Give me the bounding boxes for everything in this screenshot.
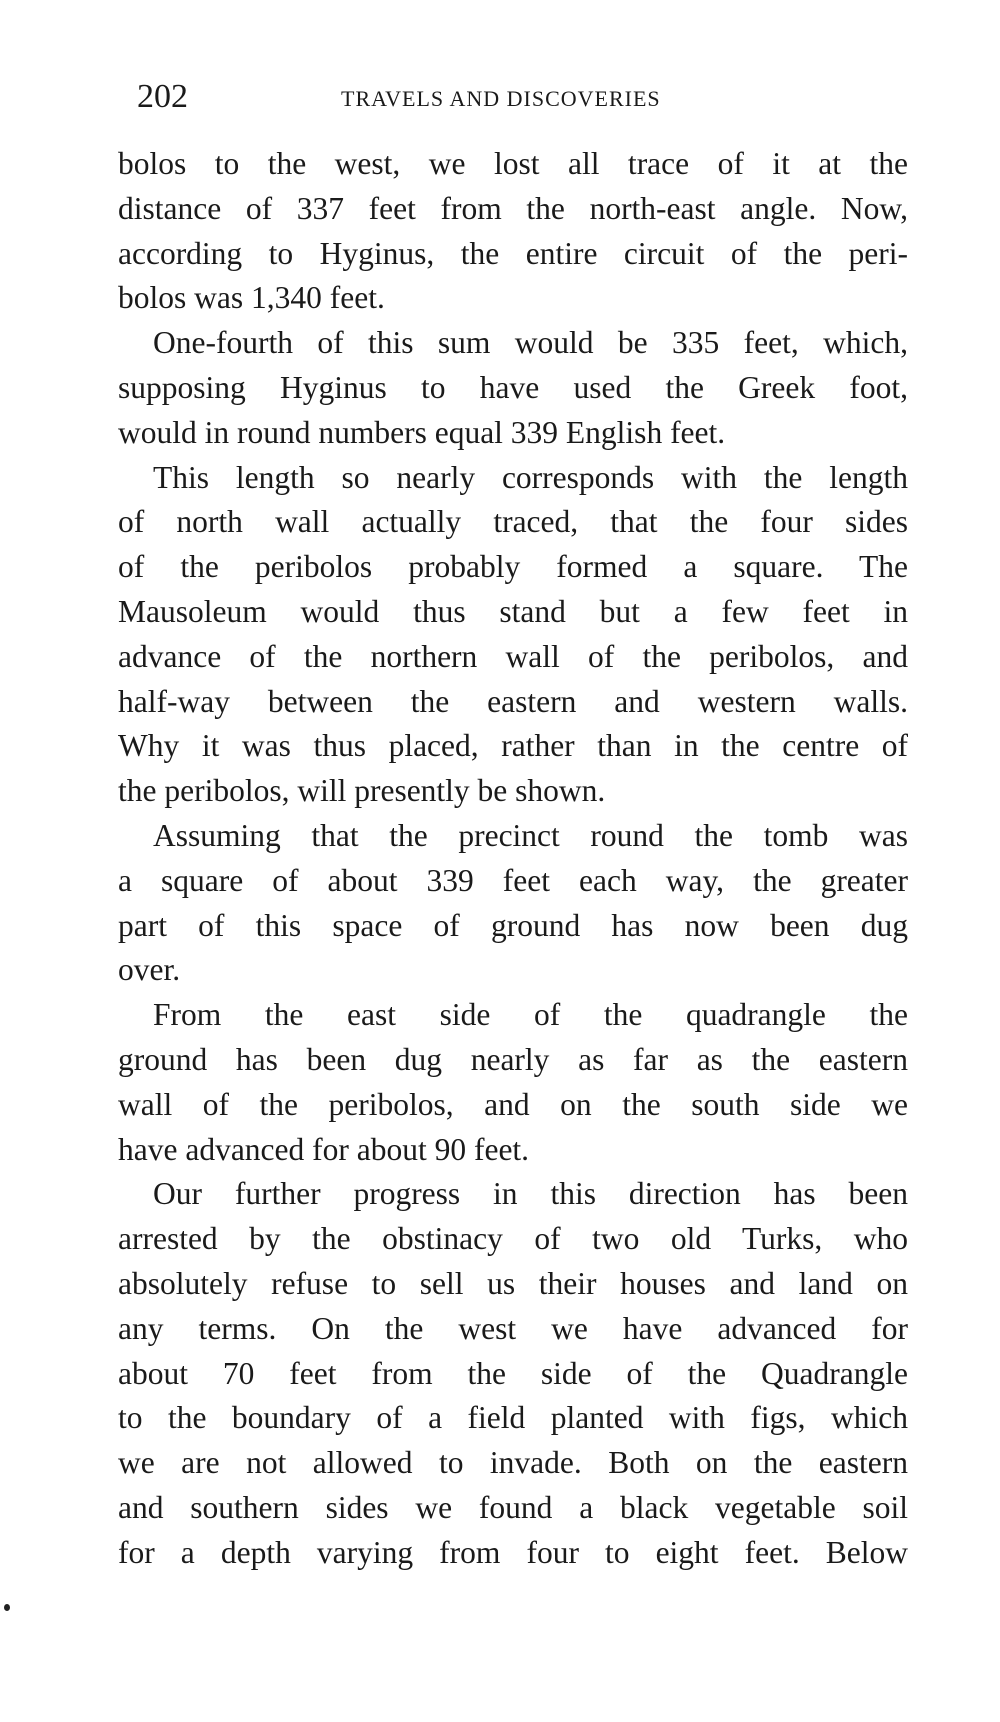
text-line: absolutely refuse to sell us their houses and land on (118, 1265, 908, 1301)
text-line: a square of about 339 feet each way, the greater (118, 862, 908, 898)
text-line: according to Hyginus, the entire circuit of the peri- (118, 235, 908, 271)
text-line: arrested by the obstinacy of two old Turks, who (118, 1221, 908, 1257)
text-line: Assuming that the precinct round the tomb was (153, 817, 908, 853)
text-line: would in round numbers equal 339 English feet. (118, 414, 726, 450)
text-line: wall of the peribolos, and on the south side we (118, 1086, 908, 1122)
text-line: for a depth varying from four to eight feet. Below (118, 1534, 908, 1570)
text-line: bolos was 1,340 feet. (118, 280, 385, 316)
text-line: This length so nearly corresponds with the length (153, 459, 908, 495)
text-line: bolos to the west, we lost all trace of it at the (118, 146, 908, 181)
page-header (133, 72, 723, 122)
text-line: From the east side of the quadrangle the (153, 997, 908, 1033)
text-line: Our further progress in this direction has been (153, 1176, 908, 1212)
text-line: distance of 337 feet from the north-east angle. Now, (118, 190, 908, 226)
text-line: any terms. On the west we have advanced for (118, 1310, 908, 1346)
text-line: Mausoleum would thus stand but a few feet in (118, 593, 908, 629)
text-line: One-fourth of this sum would be 335 feet, which, (153, 325, 908, 361)
text-line: supposing Hyginus to have used the Greek foot, (118, 369, 908, 405)
text-line: about 70 feet from the side of the Quadrangle (118, 1355, 908, 1391)
page-number: 202 (137, 78, 188, 115)
text-line: of the peribolos probably formed a square. The (118, 549, 908, 585)
text-line: over. (118, 952, 181, 988)
text-line: we are not allowed to invade. Both on the eastern (118, 1445, 908, 1481)
text-line: to the boundary of a field planted with figs, which (118, 1400, 908, 1436)
running-title: TRAVELS AND DISCOVERIES (341, 86, 661, 111)
body-text (118, 142, 908, 1576)
text-line: advance of the northern wall of the peribolos, and (118, 638, 908, 674)
text-line: and southern sides we found a black vegetable soil (118, 1489, 908, 1525)
text-line: part of this space of ground has now been dug (118, 907, 908, 943)
text-line: of north wall actually traced, that the four sides (118, 504, 908, 540)
print-mark (4, 1604, 10, 1611)
text-line: half-way between the eastern and western walls. (118, 683, 908, 719)
text-line: Why it was thus placed, rather than in the centre of (118, 728, 908, 764)
text-line: ground has been dug nearly as far as the eastern (118, 1041, 908, 1077)
text-line: the peribolos, will presently be shown. (118, 773, 606, 809)
text-line: have advanced for about 90 feet. (118, 1131, 530, 1167)
